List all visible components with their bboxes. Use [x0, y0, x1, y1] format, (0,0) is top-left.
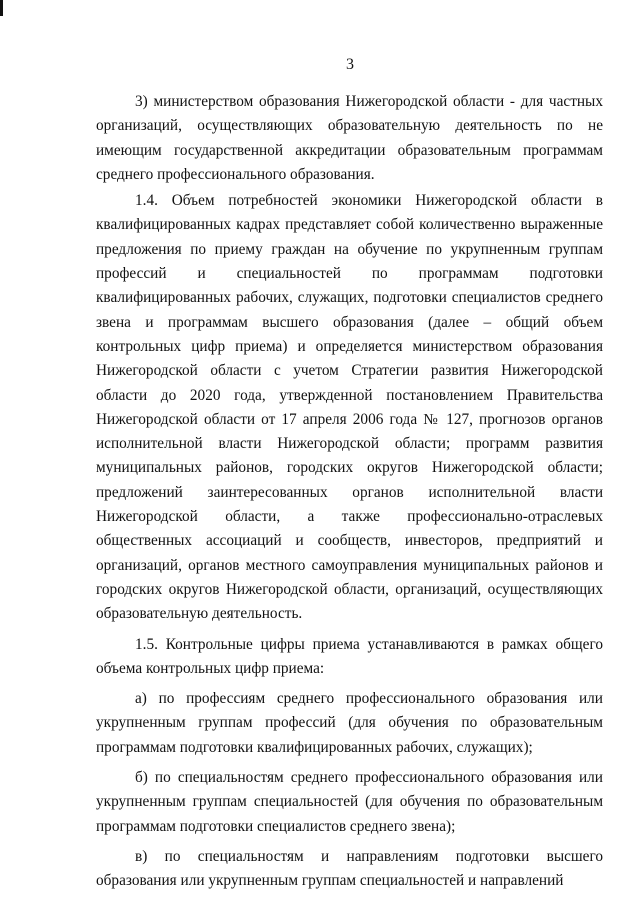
paragraph-subitem-a: а) по профессиям среднего профессионального образования или укрупненным группам профессий (для обучения по образовательным программам подготовки квалифицированных рабочих, служащих);	[96, 690, 603, 756]
paragraph-item-3: 3) министерством образования Нижегородской области - для частных организаций, осуществляющих образовательную деятельность по не имеющим государственной аккредитации образовательным программам среднего профессионального образования.	[96, 93, 603, 183]
paragraph-1-5: 1.5. Контрольные цифры приема устанавливаются в рамках общего объема контрольных цифр приема:	[96, 635, 603, 677]
page-number: 3	[346, 56, 354, 73]
scan-corner-mark	[0, 0, 3, 16]
document-body	[96, 90, 603, 894]
paragraph-1-4: 1.4. Объем потребностей экономики Нижегородской области в квалифицированных кадрах представляет собой количественно выраженные предложения по приему граждан на обучение по укрупненным группам профессий и специальностей по программам подготовки квалифицированных рабочих, служащих, подготовки специалистов среднего звена и программам высшего образования (далее – общий объем контрольных цифр приема) и определяется министерством образования Нижегородской области с учетом Стратегии развития Нижегородской области до 2020 года, утвержденной постановлением Правительства Нижегородской области от 17 апреля 2006 года № 127, прогнозов органов исполнительной власти Нижегородской области; программ развития муниципальных районов, городских округов Нижегородской области; предложений заинтересованных органов исполнительной власти Нижегородской области, а также профессионально-отраслевых общественных ассоциаций и сообществ, инвесторов, предприятий и организаций, органов местного самоуправления муниципальных районов и городских округов Нижегородской области, организаций, осуществляющих образовательную деятельность.	[96, 192, 603, 623]
paragraph-subitem-b: б) по специальностям среднего профессионального образования или укрупненным группам специальностей (для обучения по образовательным программам подготовки специалистов среднего звена);	[96, 769, 603, 835]
paragraph-subitem-v: в) по специальностям и направлениям подготовки высшего образования или укрупненным группам специальностей и направлений	[96, 847, 603, 890]
